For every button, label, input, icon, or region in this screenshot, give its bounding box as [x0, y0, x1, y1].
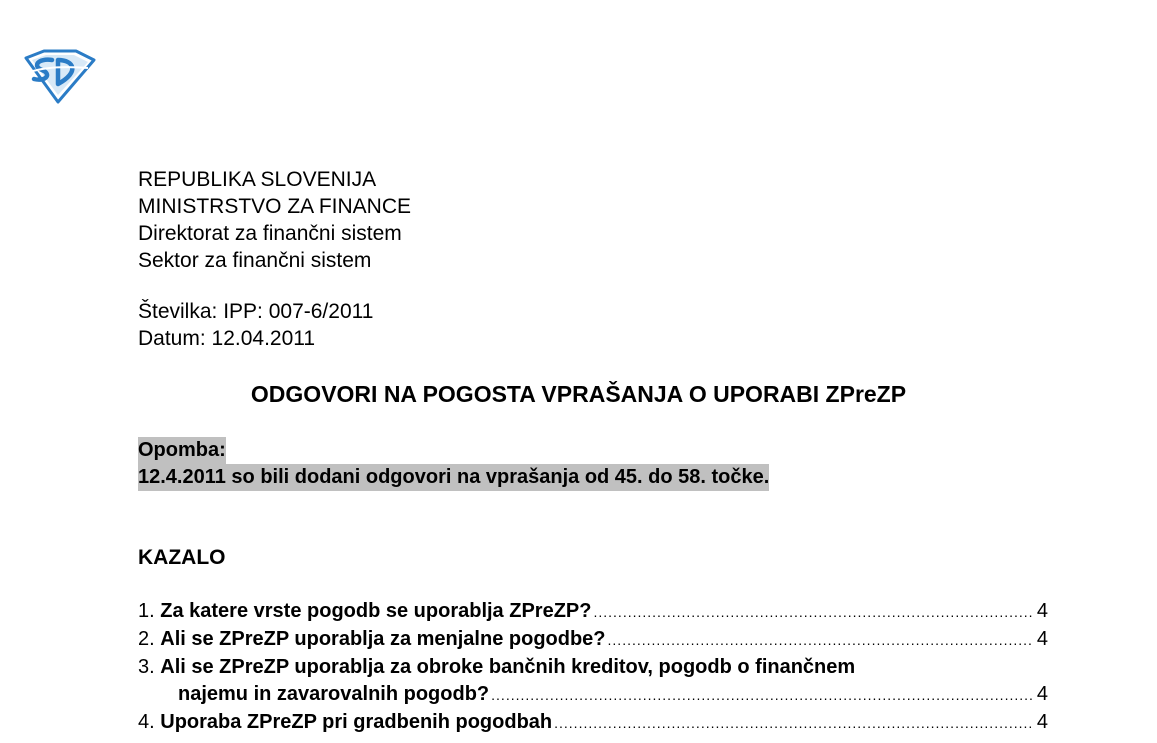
- note-block: [138, 437, 769, 491]
- toc-leader: [593, 599, 1032, 626]
- toc-item[interactable]: [138, 598, 1048, 626]
- header-republic: REPUBLIKA SLOVENIJA: [138, 168, 377, 191]
- toc-item[interactable]: [138, 626, 1048, 654]
- toc-leader: [491, 682, 1033, 709]
- toc-item-number: 3.: [138, 656, 155, 678]
- toc-item-page: 4: [1036, 711, 1048, 733]
- note-label: Opomba:: [138, 437, 226, 464]
- document-number: Številka: IPP: 007-6/2011: [138, 300, 374, 323]
- toc-item-text: Ali se ZPreZP uporablja za menjalne pogodbe?: [160, 628, 606, 650]
- header-directorate: Direktorat za finančni sistem: [138, 222, 402, 245]
- document-meta: [138, 298, 373, 352]
- toc-item-page: 4: [1036, 683, 1048, 705]
- toc-item-text: Ali se ZPreZP uporablja za obroke bančnih kreditov, pogodb o finančnem: [160, 656, 856, 678]
- toc-leader: [608, 627, 1033, 654]
- note-text: 12.4.2011 so bili dodani odgovori na vprašanja od 45. do 58. točke.: [138, 464, 769, 491]
- toc-item-number: 1.: [138, 600, 155, 622]
- toc-item-page: 4: [1036, 628, 1048, 650]
- toc-item-text: Za katere vrste pogodb se uporablja ZPreZP?: [160, 600, 592, 622]
- toc-leader: [554, 710, 1033, 737]
- toc-heading: KAZALO: [138, 546, 226, 569]
- toc-item-text: Uporaba ZPreZP pri gradbenih pogodbah: [160, 711, 553, 733]
- document-date: Datum: 12.04.2011: [138, 327, 316, 350]
- header-sector: Sektor za finančni sistem: [138, 249, 372, 272]
- toc-item-number: 4.: [138, 711, 155, 733]
- logo: [22, 48, 96, 104]
- table-of-contents: [138, 598, 1048, 737]
- toc-item[interactable]: [138, 709, 1048, 737]
- document-title: ODGOVORI NA POGOSTA VPRAŠANJA O UPORABI ZPreZP: [250, 381, 907, 407]
- toc-item[interactable]: [138, 654, 1048, 709]
- toc-item-text-continued: najemu in zavarovalnih pogodb?: [178, 683, 490, 705]
- toc-item-page: 4: [1036, 600, 1048, 622]
- header-ministry: MINISTRSTVO ZA FINANCE: [138, 195, 412, 218]
- toc-item-number: 2.: [138, 628, 155, 650]
- document-header: [138, 166, 411, 274]
- sd-shield-logo-icon: [22, 48, 96, 104]
